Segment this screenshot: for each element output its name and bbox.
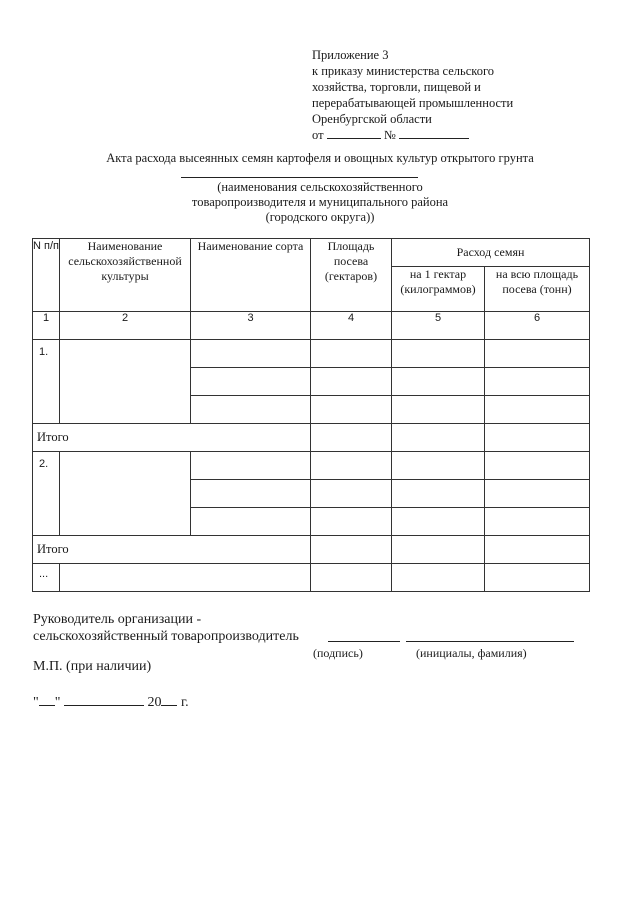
area-cell[interactable] [311,564,392,592]
header-variety: Наименование сорта [191,239,311,312]
signature-title-line1: Руководитель организации - [33,612,202,627]
signature-fill-line[interactable] [328,641,400,642]
per-ha-cell[interactable] [392,480,485,508]
per-ha-total-cell[interactable] [392,424,485,452]
signature-caption: (подпись) [313,646,363,660]
variety-cell[interactable] [191,480,311,508]
area-total-cell[interactable] [311,536,392,564]
area-cell[interactable] [311,508,392,536]
date-quote-open: " [33,695,39,710]
approval-region: Оренбургской области [312,112,432,126]
producer-caption-line3: (городского округа)) [265,210,375,224]
crop-cell[interactable] [60,452,191,536]
day-fill-line[interactable] [39,705,55,706]
variety-cell[interactable] [191,368,311,396]
area-cell[interactable] [311,368,392,396]
table-row [33,452,590,480]
producer-fill-line[interactable] [181,177,418,178]
approval-date-number [312,127,513,143]
number-fill-line[interactable] [399,138,469,139]
row-number: 1. [33,340,60,424]
header-seed-use: Расход семян [392,239,590,267]
total-label: Итого [33,424,311,452]
per-ha-total-cell[interactable] [392,536,485,564]
producer-caption-line2: товаропроизводителя и муниципального района [191,195,449,209]
table-row [33,340,590,368]
header-row [33,239,590,267]
total-area-total-cell[interactable] [485,424,590,452]
variety-cell[interactable] [191,340,311,368]
per-ha-cell[interactable] [392,396,485,424]
producer-caption [150,180,490,225]
per-ha-cell[interactable] [392,340,485,368]
date-line [33,695,189,711]
approval-block [312,47,513,143]
column-number: 1 [33,312,60,340]
approval-industry: перерабатывающей промышленности [312,96,514,110]
header-per-ha: на 1 гектар (килограммов) [392,267,485,312]
area-cell[interactable] [311,396,392,424]
total-row [33,536,590,564]
signature-title-line2: сельскохозяйственный товаропроизводитель [33,629,299,644]
table-row [33,564,590,592]
area-cell[interactable] [311,340,392,368]
date-fill-line[interactable] [327,138,381,139]
total-area-cell[interactable] [485,564,590,592]
header-total-area: на всю площадь посева (тонн) [485,267,590,312]
column-number: 4 [311,312,392,340]
per-ha-cell[interactable] [392,452,485,480]
column-number: 3 [191,312,311,340]
column-number: 2 [60,312,191,340]
number-label: № [383,128,396,142]
row-number: 2. [33,452,60,536]
column-number: 5 [392,312,485,340]
total-row [33,424,590,452]
column-number: 6 [485,312,590,340]
from-label: от [312,128,324,142]
per-ha-cell[interactable] [392,368,485,396]
approval-ministry: хозяйства, торговли, пищевой и [312,80,481,94]
total-area-cell[interactable] [485,480,590,508]
total-area-cell[interactable] [485,452,590,480]
total-area-cell[interactable] [485,368,590,396]
header-crop: Наименование сельскохозяйственной культуры [60,239,191,312]
year-suffix: г. [180,695,189,710]
name-caption: (инициалы, фамилия) [416,646,527,660]
total-area-total-cell[interactable] [485,536,590,564]
area-cell[interactable] [311,452,392,480]
date-quote-close: " [54,695,61,710]
seal-note: М.П. (при наличии) [33,659,152,674]
seed-consumption-table [32,238,590,592]
total-area-cell[interactable] [485,340,590,368]
total-label: Итого [33,536,311,564]
crop-cell[interactable] [60,340,191,424]
total-area-cell[interactable] [485,508,590,536]
header-num: N п/п [33,239,60,312]
variety-cell[interactable] [191,508,311,536]
per-ha-cell[interactable] [392,508,485,536]
total-area-cell[interactable] [485,396,590,424]
name-fill-line[interactable] [406,641,574,642]
signature-block [33,611,299,645]
variety-cell[interactable] [191,396,311,424]
area-cell[interactable] [311,480,392,508]
row-number: ... [33,564,60,592]
header-area: Площадь посева (гектаров) [311,239,392,312]
document-title: Акта расхода высеянных семян картофеля и овощных культур открытого грунта [106,151,534,165]
producer-caption-line1: (наименования сельскохозяйственного [217,180,423,194]
month-fill-line[interactable] [64,705,144,706]
approval-appendix: Приложение 3 [312,48,389,62]
variety-cell[interactable] [191,452,311,480]
year-fill-line[interactable] [161,705,177,706]
column-number-row [33,312,590,340]
per-ha-cell[interactable] [392,564,485,592]
area-total-cell[interactable] [311,424,392,452]
approval-order: к приказу министерства сельского [312,64,495,78]
crop-cell[interactable] [60,564,311,592]
year-prefix: 20 [147,695,162,710]
